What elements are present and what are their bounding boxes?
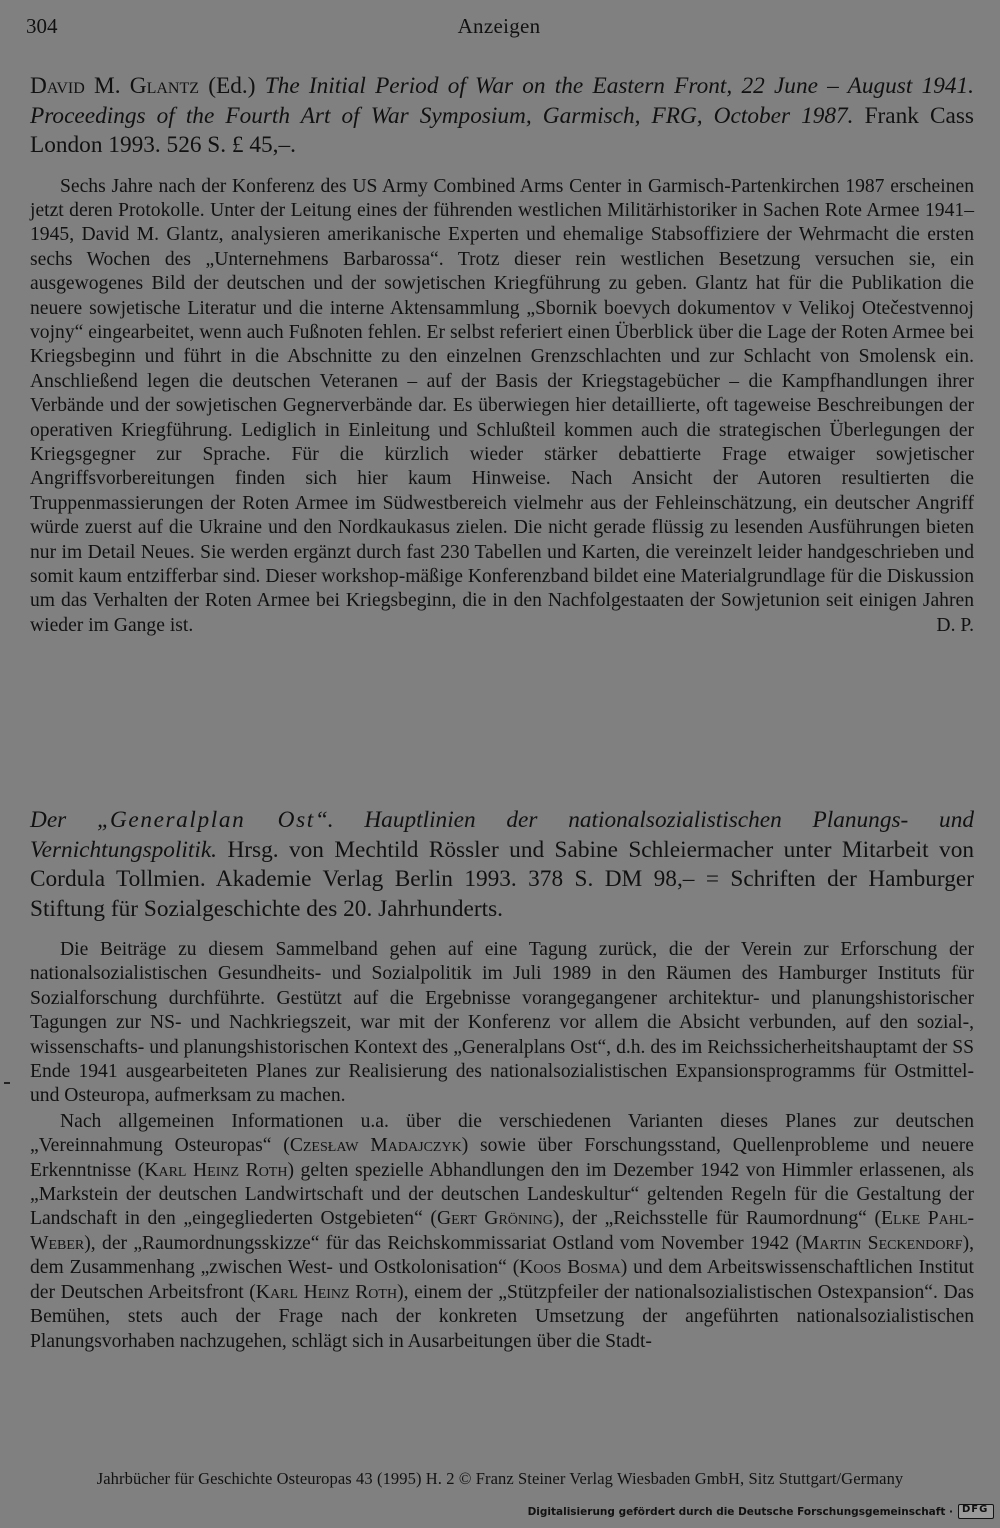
review-citation (30, 72, 974, 161)
text-run: ), der „Reichsstelle für Raumordnung“ ( (552, 1208, 881, 1230)
author-name: Karl Heinz Roth (144, 1159, 288, 1181)
text-run: ), dem Zusammenhang „zwischen West- und Ostkolonisation“ ( (30, 1232, 975, 1279)
dfg-funding-bar (528, 1504, 994, 1519)
author-name: Czesław Madajczyk (289, 1135, 462, 1157)
review-generalplan-ost (30, 806, 974, 1354)
review-citation (30, 806, 974, 924)
author-name: Koos Bosma (519, 1257, 621, 1279)
review-paragraph-2 (30, 1110, 974, 1354)
title-rest: “. Hauptlinien der nationalsozialistischen Planungs- und Vernichtungspolitik. (30, 807, 974, 863)
text-run: ), einem der „Stützpfeiler der nationalsozialistischen Ostexpansion“. Das Bemühen, stets auch der Frage nach der konkreten Umsetzung der angeführten nationalsozialistischen Planungsvorhaben nachzugehen, schlägt sich in Ausarbeitungen über die Stadt- (30, 1281, 974, 1352)
review-body-text: Sechs Jahre nach der Konferenz des US Army Combined Arms Center in Garmisch-Partenkirchen 1987 erscheinen jetzt deren Protokolle. Unter der Leitung eines der führenden westlichen Militärhistoriker in Sachen Rote Armee 1941–1945, David M. Glantz, analysieren amerikanische Experten und ehemalige Stabsoffiziere der Wehrmacht die ersten sechs Wochen des „Unternehmens Barbarossa“. Trotz dieser rein westlichen Besetzung versuchen sie, ein ausgewogenes Bild der deutschen und der sowjetischen Kriegführung zu geben. Glantz hat für die Publikation die neuere sowjetische Literatur und die interne Aktensammlung „Sbornik boevych dokumentov v Velikoj Otečestvennoj vojny“ eingearbeitet, wenn auch Fußnoten fehlen. Er selbst referiert einen Überblick über die Lage der Roten Armee bei Kriegsbeginn und führt in die Abschnitte zu den einzelnen Grenzschlachten und zur Schlacht von Smolensk ein. Anschließend legen die deutschen Veteranen – auf der Basis der Kriegstagebücher – die Kampfhandlungen ihrer Verbände und der sowjetischen Gegnerverbände dar. Es überwiegen hier detaillierte, oft tageweise Beschreibungen der operativen Kriegführung. Lediglich in Einleitung und Schlußteil kommen auch die strategischen Überlegungen der Kriegsgegner zur Sprache. Für die kürzlich wieder stärker debattierte Frage etwaiger sowjetischer Angriffsvorbereitungen finden sich hier kaum Hinweise. Nach Ansicht der Autoren resultierten die Truppenmassierungen der Roten Armee im Südwestbereich vielmehr aus der Fehleinschätzung, ein deutscher Angriff würde zuerst auf die Ukraine und den Nordkaukasus zielen. Die nicht gerade flüssig zu lesenden Ausführungen bieten nur im Detail Neues. Sie werden ergänzt durch fast 230 Tabellen und Karten, die vereinzelt leider handgeschrieben und somit kaum entzifferbar sind. Dieser workshop-mäßige Konferenzband bildet eine Materialgrundlage für die Diskussion um das Verhalten der Roten Armee bei Kriegsbeginn, die in den Nachfolgestaaten der Sowjetunion seit einigen Jahren wieder im Gange ist. (30, 175, 974, 636)
review-glantz (30, 72, 974, 638)
dfg-logo-text: DFG (962, 1504, 989, 1515)
page-number: 304 (26, 14, 58, 38)
running-title: Anzeigen (457, 14, 541, 38)
text-run: ), der „Raumordnungsskizze“ für das Reichskommissariat Ostland vom November 1942 ( (84, 1232, 802, 1254)
scan-edge-mark (4, 1082, 10, 1084)
text-run: ) sowie über Forschungsstand, Quellenprobleme und neuere Erkenntnisse ( (30, 1135, 974, 1181)
dfg-funding-text: Digitalisierung gefördert durch die Deutsche Forschungsgemeinschaft · (527, 1505, 953, 1518)
text-run: ) gelten spezielle Abhandlungen den im Dezember 1942 von Himmler erlassenen, als „Markstein der deutschen Landwirtschaft und der deutschen Landeskultur“ geltenden Regeln für die Gestaltung der Landschaft in den „eingegliederten Ostgebieten“ ( (30, 1159, 974, 1230)
text-run: Nach allgemeinen Informationen u.a. über die verschiedenen Varianten dieses Planes zur deutschen „Vereinnahmung Osteuropas“ ( (30, 1110, 974, 1157)
publication-info: Frank Cass London 1993. 526 S. £ 45,–. (30, 102, 974, 158)
dfg-logo-icon (958, 1504, 994, 1519)
author-name: Karl Heinz Roth (255, 1281, 398, 1303)
review-signature: D. P. (936, 614, 974, 636)
review-body (30, 175, 974, 639)
publication-info: Hrsg. von Mechtild Rössler und Sabine Schleiermacher unter Mitarbeit von Cordula Tollmien. Akademie Verlag Berlin 1993. 378 S. DM 98,– = Schriften der Hamburger Stiftung für Sozialgeschichte des 20. Jahrhunderts. (30, 836, 974, 922)
review-paragraph-1: Die Beiträge zu diesem Sammelband gehen auf eine Tagung zurück, die der Verein zur Erforschung der nationalsozialistischen Gesundheits- und Sozialpolitik im Juli 1989 in den Räumen des Hamburger Instituts für Sozialforschung durchführte. Gestützt auf die Ergebnisse vorangegangener architektur- und planungshistorischer Tagungen zur NS- und Nachkriegszeit, war mit der Konferenz vor allem die Absicht verbunden, auf den sozial-, wissenschafts- und planungshistorischen Kontext des „Generalplans Ost“, d.h. des im Reichssicherheitshauptamt der SS Ende 1941 ausgearbeiteten Planes zur Realisierung des nationalsozialistischen Expansionsprogramms für Ostmittel- und Osteuropa, aufmerksam zu machen. (30, 939, 974, 1107)
author-name: Martin Seckendorf (802, 1232, 963, 1254)
book-title: The Initial Period of War on the Eastern Front, 22 June – August 1941. Proceedings of the Fourth Art of War Symposium, Garmisch, FRG, October 1987. (30, 73, 974, 129)
author-name: Gert Gröning (436, 1208, 553, 1230)
review-author: David M. Glantz (30, 73, 200, 99)
title-prefix: Der „ (30, 807, 110, 833)
text-run: ) und dem Arbeitswissenschaftlichen Institut der Deutschen Arbeitsfront ( (30, 1257, 974, 1303)
author-name: Elke Pahl-Weber (30, 1208, 974, 1254)
journal-footer: Jahrbücher für Geschichte Osteuropas 43 (1995) H. 2 © Franz Steiner Verlag Wiesbaden GmbH, Sitz Stuttgart/Germany (96, 1469, 904, 1488)
editor-tag: (Ed.) (208, 73, 256, 99)
page-header (26, 14, 972, 44)
title-spaced: Generalplan Ost (109, 807, 315, 833)
